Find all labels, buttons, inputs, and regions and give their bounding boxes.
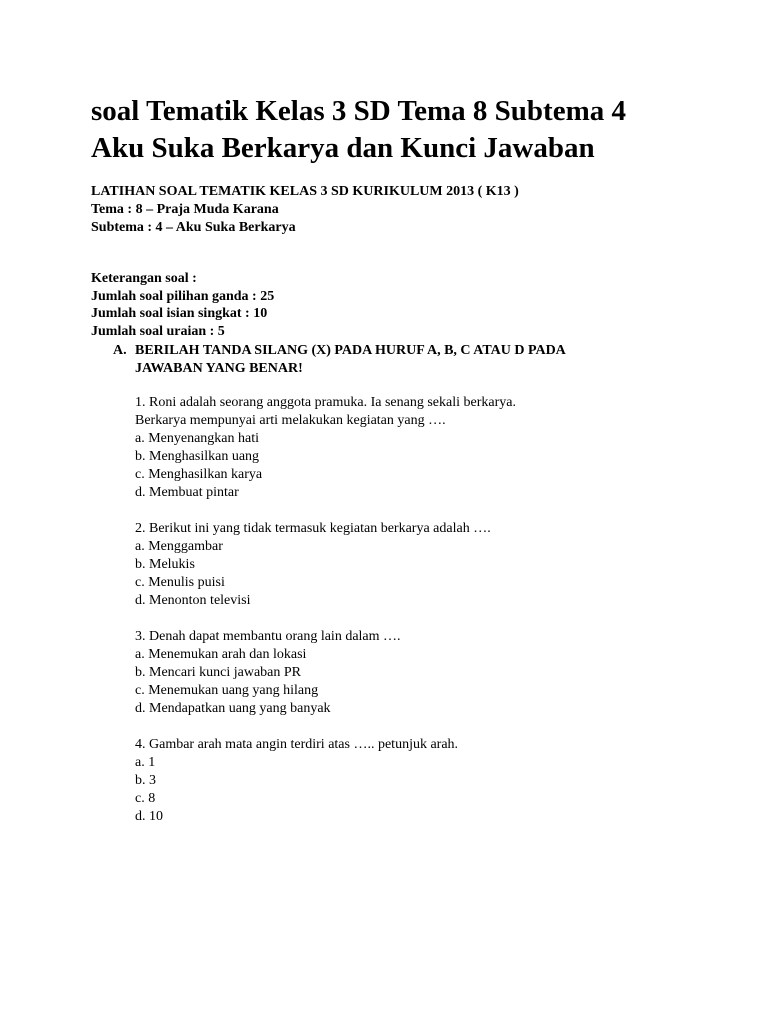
question-text: Berkarya mempunyai arti melakukan kegiatan yang …. [135,413,446,428]
meta-subtema: Subtema : 4 – Aku Suka Berkarya [91,220,296,235]
answer-option: c. 8 [135,791,156,806]
section-text [135,342,633,378]
exam-meta [91,183,519,237]
meta-tema: Tema : 8 – Praja Muda Karana [91,202,279,217]
answer-option: a. Menggambar [135,539,223,554]
section-letter: A. [113,343,127,358]
answer-option: d. Mendapatkan uang yang banyak [135,701,331,716]
info-heading: Keterangan soal : [91,271,197,286]
page-title [91,93,751,167]
question-item [135,394,516,502]
title-line-1: soal Tematik Kelas 3 SD Tema 8 Subtema 4 [91,95,626,127]
answer-option: c. Menghasilkan karya [135,467,263,482]
question-item [135,736,516,826]
answer-option: b. Melukis [135,557,195,572]
meta-heading: LATIHAN SOAL TEMATIK KELAS 3 SD KURIKULUM 2013 ( K13 ) [91,184,519,199]
answer-option: b. Mencari kunci jawaban PR [135,665,302,680]
section-line-2: JAWABAN YANG BENAR! [135,361,303,376]
info-uraian: Jumlah soal uraian : 5 [91,323,225,339]
question-item [135,520,516,610]
answer-option: d. Membuat pintar [135,485,239,500]
info-pilihan-ganda: Jumlah soal pilihan ganda : 25 [91,288,275,304]
answer-option: c. Menulis puisi [135,575,225,590]
answer-option: a. Menemukan arah dan lokasi [135,647,307,662]
question-info [91,270,274,340]
info-isian-singkat: Jumlah soal isian singkat : 10 [91,306,268,321]
section-a-instruction [113,342,633,378]
question-list [135,394,516,844]
question-text: 4. Gambar arah mata angin terdiri atas ….. petunjuk arah. [135,737,459,752]
answer-option: b. Menghasilkan uang [135,449,260,464]
answer-option: b. 3 [135,773,156,788]
question-text: 2. Berikut ini yang tidak termasuk kegiatan berkarya adalah …. [135,521,491,536]
answer-option: a. Menyenangkan hati [135,431,260,446]
answer-option: d. Menonton televisi [135,593,251,608]
answer-option: d. 10 [135,809,163,824]
section-line-1: BERILAH TANDA SILANG (X) PADA HURUF A, B, C ATAU D PADA [135,343,566,358]
question-item [135,628,516,718]
question-text: 1. Roni adalah seorang anggota pramuka. Ia senang sekali berkarya. [135,395,516,410]
answer-option: c. Menemukan uang yang hilang [135,683,319,698]
answer-option: a. 1 [135,755,156,770]
title-line-2: Aku Suka Berkarya dan Kunci Jawaban [91,132,595,164]
question-text: 3. Denah dapat membantu orang lain dalam …. [135,629,401,644]
